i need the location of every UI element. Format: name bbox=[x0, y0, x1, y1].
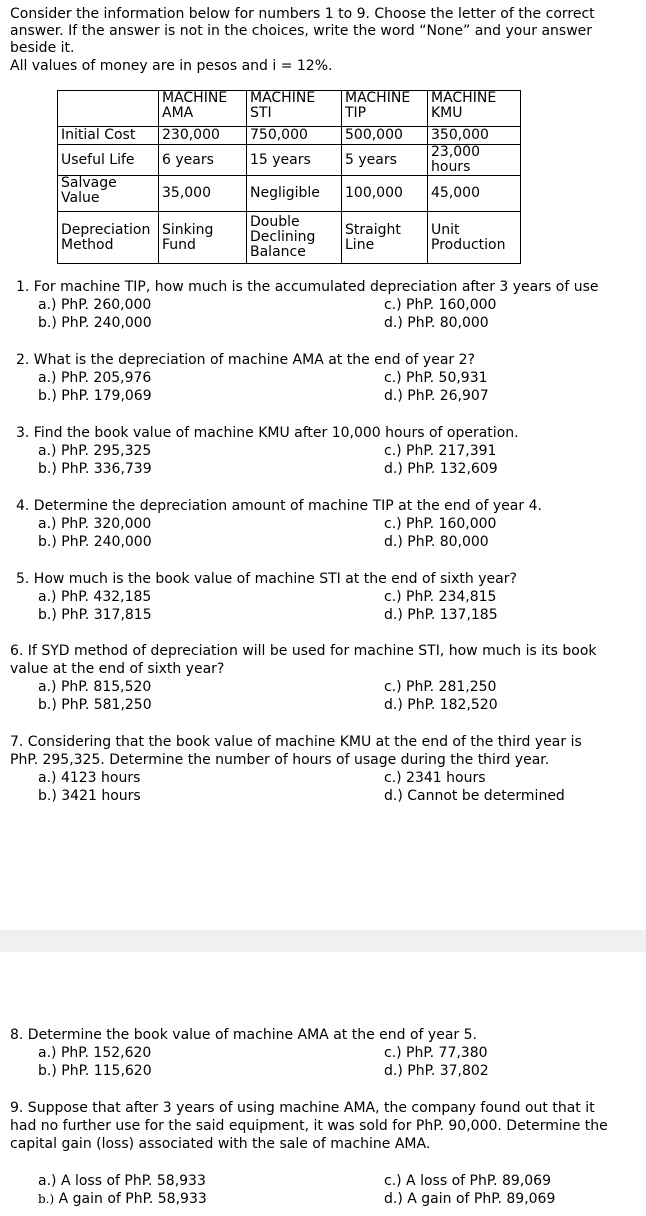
table-row bbox=[58, 127, 521, 145]
choice-c: c.) PhP. 160,000 bbox=[384, 297, 497, 313]
table-cell: 750,000 bbox=[247, 127, 342, 145]
choice-c: c.) PhP. 160,000 bbox=[384, 516, 497, 532]
choice-b-text: A gain of PhP. 58,933 bbox=[58, 1191, 207, 1207]
question-7-line-1: 7. Considering that the book value of machine KMU at the end of the third year is bbox=[10, 734, 582, 750]
choice-a: a.) PhP. 815,520 bbox=[38, 679, 152, 695]
choice-d: d.) PhP. 137,185 bbox=[384, 607, 498, 623]
choice-b: b.) 3421 hours bbox=[38, 788, 141, 804]
table-cell: 15 years bbox=[247, 145, 342, 176]
table-header: MACHINE AMA bbox=[159, 91, 247, 127]
choice-c: c.) PhP. 217,391 bbox=[384, 443, 497, 459]
choice-a: a.) PhP. 205,976 bbox=[38, 370, 152, 386]
row-label: Useful Life bbox=[58, 145, 159, 176]
table-corner-cell bbox=[58, 91, 159, 127]
choice-a: a.) A loss of PhP. 58,933 bbox=[38, 1173, 206, 1189]
choice-a: a.) PhP. 320,000 bbox=[38, 516, 152, 532]
choice-a: a.) PhP. 432,185 bbox=[38, 589, 152, 605]
question-4: 4. Determine the depreciation amount of machine TIP at the end of year 4. bbox=[16, 498, 542, 514]
table-header-row bbox=[58, 91, 521, 127]
choice-c: c.) PhP. 234,815 bbox=[384, 589, 497, 605]
machine-table bbox=[57, 90, 521, 264]
choice-c: c.) PhP. 281,250 bbox=[384, 679, 497, 695]
choice-d: d.) PhP. 132,609 bbox=[384, 461, 498, 477]
document-page-2 bbox=[0, 952, 646, 1216]
table-cell: Sinking Fund bbox=[159, 212, 247, 264]
table-cell: 6 years bbox=[159, 145, 247, 176]
table-cell: Double Declining Balance bbox=[247, 212, 342, 264]
question-8: 8. Determine the book value of machine AMA at the end of year 5. bbox=[10, 1027, 477, 1043]
table-header: MACHINE STI bbox=[247, 91, 342, 127]
choice-b: b.) PhP. 336,739 bbox=[38, 461, 152, 477]
choice-a: a.) PhP. 295,325 bbox=[38, 443, 152, 459]
row-label: Initial Cost bbox=[58, 127, 159, 145]
choice-d: d.) PhP. 80,000 bbox=[384, 534, 489, 550]
page-separator bbox=[0, 930, 646, 952]
table-cell: Negligible bbox=[247, 176, 342, 212]
question-9-line-2: had no further use for the said equipment, it was sold for PhP. 90,000. Determine the bbox=[10, 1118, 608, 1134]
row-label: Salvage Value bbox=[58, 176, 159, 212]
choice-c: c.) PhP. 77,380 bbox=[384, 1045, 488, 1061]
table-row bbox=[58, 212, 521, 264]
table-cell: Straight Line bbox=[342, 212, 428, 264]
table-cell: Unit Production bbox=[428, 212, 521, 264]
choice-a: a.) 4123 hours bbox=[38, 770, 141, 786]
table-header: MACHINE KMU bbox=[428, 91, 521, 127]
question-2: 2. What is the depreciation of machine AMA at the end of year 2? bbox=[16, 352, 475, 368]
table-cell: 100,000 bbox=[342, 176, 428, 212]
choice-d: d.) PhP. 26,907 bbox=[384, 388, 489, 404]
question-5: 5. How much is the book value of machine STI at the end of sixth year? bbox=[16, 571, 517, 587]
choice-b-letter: b.) bbox=[38, 1192, 55, 1206]
choice-d: d.) Cannot be determined bbox=[384, 788, 565, 804]
choice-a: a.) PhP. 260,000 bbox=[38, 297, 152, 313]
choice-d: d.) PhP. 37,802 bbox=[384, 1063, 489, 1079]
instructions: Consider the information below for numbers 1 to 9. Choose the letter of the correct answer. If the answer is not in the choices, write the word “None” and your answer beside it. bbox=[10, 6, 595, 56]
question-9-line-1: 9. Suppose that after 3 years of using machine AMA, the company found out that it bbox=[10, 1100, 595, 1116]
row-label: Depreciation Method bbox=[58, 212, 159, 264]
table-cell: 23,000 hours bbox=[428, 145, 521, 176]
question-6-line-2: value at the end of sixth year? bbox=[10, 661, 225, 677]
choice-c: c.) 2341 hours bbox=[384, 770, 486, 786]
choice-b: b.) PhP. 581,250 bbox=[38, 697, 152, 713]
table-row bbox=[58, 145, 521, 176]
table-cell: 35,000 bbox=[159, 176, 247, 212]
choice-d: d.) PhP. 80,000 bbox=[384, 315, 489, 331]
choice-c: c.) PhP. 50,931 bbox=[384, 370, 488, 386]
choice-b: b.) PhP. 179,069 bbox=[38, 388, 152, 404]
choice-b: b.) PhP. 240,000 bbox=[38, 534, 152, 550]
question-6-line-1: 6. If SYD method of depreciation will be used for machine STI, how much is its book bbox=[10, 643, 597, 659]
choice-a: a.) PhP. 152,620 bbox=[38, 1045, 152, 1061]
choice-b: b.) PhP. 240,000 bbox=[38, 315, 152, 331]
table-cell: 230,000 bbox=[159, 127, 247, 145]
question-1: 1. For machine TIP, how much is the accumulated depreciation after 3 years of use bbox=[16, 279, 599, 295]
table-cell: 5 years bbox=[342, 145, 428, 176]
question-9-line-3: capital gain (loss) associated with the sale of machine AMA. bbox=[10, 1136, 431, 1152]
choice-b: b.) PhP. 317,815 bbox=[38, 607, 152, 623]
choice-d: d.) PhP. 182,520 bbox=[384, 697, 498, 713]
table-row bbox=[58, 176, 521, 212]
choice-d: d.) A gain of PhP. 89,069 bbox=[384, 1191, 556, 1207]
choice-c: c.) A loss of PhP. 89,069 bbox=[384, 1173, 551, 1189]
choice-b bbox=[38, 1191, 207, 1208]
table-header: MACHINE TIP bbox=[342, 91, 428, 127]
interest-note: All values of money are in pesos and i = 12%. bbox=[10, 58, 333, 74]
question-3: 3. Find the book value of machine KMU after 10,000 hours of operation. bbox=[16, 425, 519, 441]
table-cell: 350,000 bbox=[428, 127, 521, 145]
table-cell: 500,000 bbox=[342, 127, 428, 145]
choice-b: b.) PhP. 115,620 bbox=[38, 1063, 152, 1079]
table-cell: 45,000 bbox=[428, 176, 521, 212]
question-7-line-2: PhP. 295,325. Determine the number of hours of usage during the third year. bbox=[10, 752, 550, 768]
